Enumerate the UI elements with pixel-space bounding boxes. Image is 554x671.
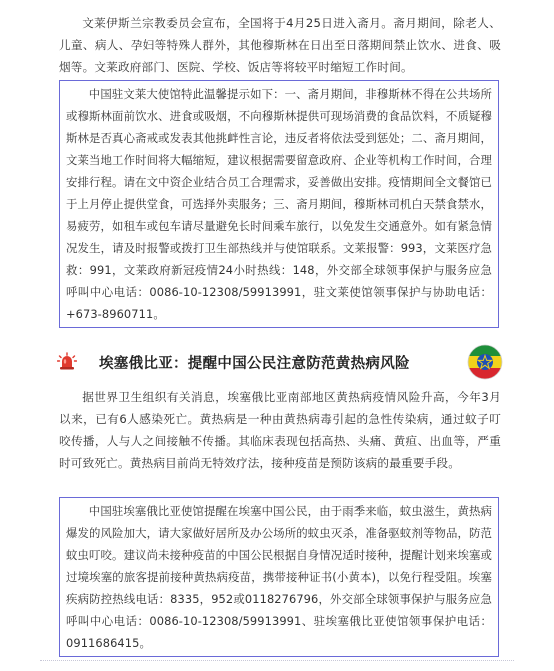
- brunei-embassy-notice-text: 中国驻文莱大使馆特此温馨提示如下：一、斋月期间，非穆斯林不得在公共场所或穆斯林面前饮水、进食或吸烟，不向穆斯林提供可现场消费的食品饮料，不质疑穆斯林是否真心斋戒或发表其他挑衅性言论，违反者将依法受到惩处；二、斋月期间，文莱当地工作时间将大幅缩短，建议根据需要留意政府、企业等机构工作时间，合理安排行程。请在文中资企业结合员工合理需求，妥善做出安排。疫情期间全文餐馆已于上月停止提供堂食，可选择外卖服务；三、斋月期间，穆斯林司机白天禁食禁水，易疲劳，如租车或包车请尽量避免长时间乘车旅行，以免发生交通意外。如有紧急情况发生，请及时报警或拨打卫生部热线并与使馆联系。文莱报警：993，文莱医疗急救：991，文莱政府新冠疫情24小时热线：148，外交部全球领事保护与服务应急呼叫中心电话：0086-10-12308/59913991，驻文莱使馆领事保护与协助电话：+673-8960711。: [66, 87, 492, 321]
- ethiopia-intro-paragraph: 据世界卫生组织有关消息，埃塞俄比亚南部地区黄热病疫情风险升高，今年3月以来，已有6人感染死亡。黄热病是一种由黄热病毒引起的急性传染病，通过蚊子叮咬传播，人与人之间接触不传播。其临床表现包括高热、头痛、黄疸、出血等，严重时可致死亡。黄热病目前尚无特效疗法，接种疫苗是预防该病的最重要手段。: [59, 390, 501, 470]
- alarm-siren-icon: [57, 352, 77, 370]
- brunei-embassy-notice-box: [59, 80, 499, 328]
- brunei-intro-paragraph: 文莱伊斯兰宗教委员会宣布，全国将于4月25日进入斋月。斋月期间，除老人、儿童、病人、孕妇等特殊人群外，其他穆斯林在日出至日落期间禁止饮水、进食、吸烟等。文莱政府部门、医院、学校、饭店等将较平时缩短工作时间。: [59, 16, 501, 74]
- section-title: 埃塞俄比亚：提醒中国公民注意防范黄热病风险: [99, 356, 410, 372]
- section-heading-ethiopia: [57, 344, 505, 380]
- ethiopia-embassy-notice-box: [59, 497, 499, 657]
- ethiopia-embassy-notice-text: 中国驻埃塞俄比亚使馆提醒在埃塞中国公民，由于雨季来临，蚊虫滋生，黄热病爆发的风险加大，请大家做好居所及办公场所的蚊虫灭杀，准备驱蚊剂等物品，防范蚊虫叮咬。建议尚未接种疫苗的中国公民根据自身情况适时接种，提醒计划来埃塞或过境埃塞的旅客提前接种黄热病疫苗，携带接种证书(小黄本)，以免行程受阻。埃塞疾病防控热线电话：8335，952或0118276796，外交部全球领事保护与服务应急呼叫中心电话：0086-10-12308/59913991、驻埃塞俄比亚使馆领事保护电话：0911686415。: [66, 504, 492, 650]
- bottom-divider: [40, 660, 514, 661]
- ethiopia-flag-icon: [467, 344, 503, 380]
